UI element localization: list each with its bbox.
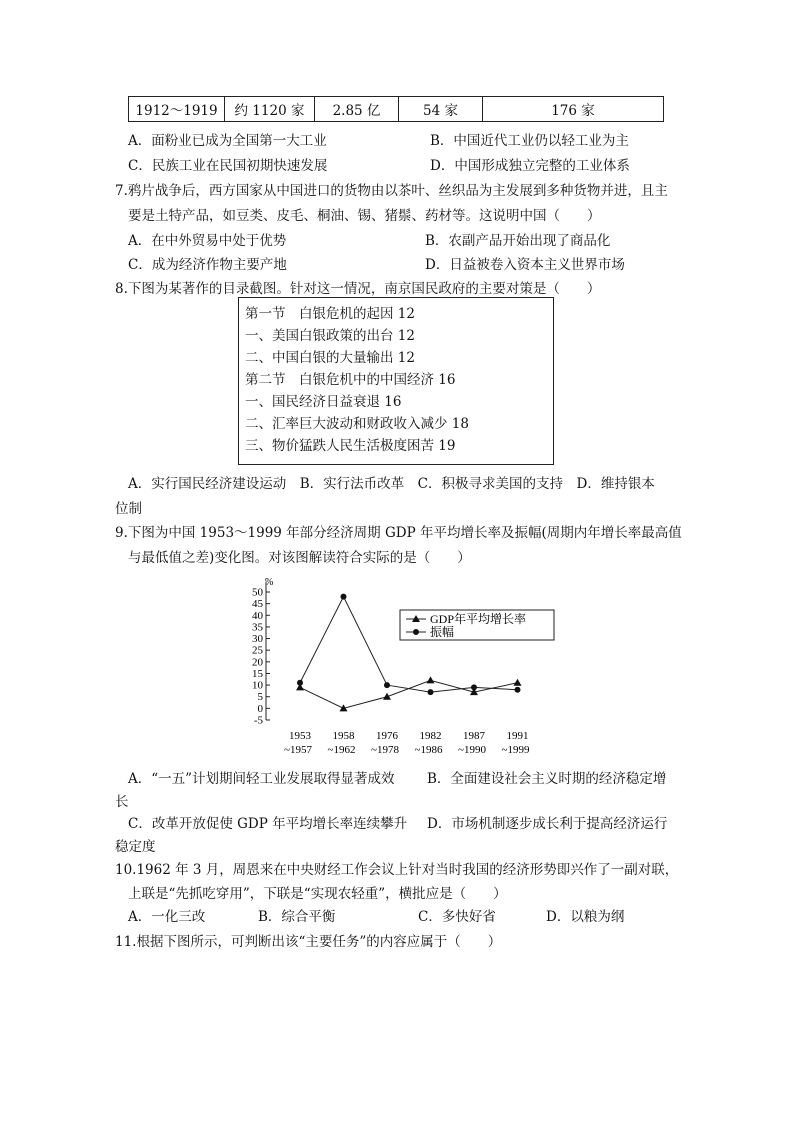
q9-option-a: A．“一五”计划期间轻工业发展取得显著成效 [128, 771, 395, 787]
q7-stem-line1: 7.鸦片战争后，西方国家从中国进口的货物由以茶叶、丝织品为主发展到多种货物并进，且主 [115, 183, 668, 199]
table-cell-period: 1912～1919 [129, 97, 225, 121]
y-tick-label: 40 [252, 609, 263, 622]
q9-option-d-line1: D．市场机制逐步成长利于提高经济运行 [427, 816, 668, 832]
table-cell-count: 约 1120 家 [225, 97, 315, 121]
table-cell-a: 54 家 [399, 97, 483, 121]
toc-line: 一、国民经济日益衰退 16 [245, 394, 402, 410]
gdp-chart-svg [230, 568, 563, 758]
toc-line: 第一节 白银危机的起因 12 [245, 306, 415, 322]
gdp-point [514, 679, 522, 686]
amplitude-point [515, 687, 521, 693]
y-tick-label: 45 [252, 598, 263, 611]
gdp-chart [230, 568, 563, 758]
legend-label-gdp: GDP年平均增长率 [430, 612, 527, 626]
amplitude-point [341, 594, 347, 600]
y-tick-label: 5 [257, 691, 263, 704]
x-tick-label-bottom: ~1978 [371, 744, 399, 756]
q10-stem-line1: 10.1962 年 3 月，周恩来在中央财经工作会议上针对当时我国的经济形势即兴作了一副对联， [115, 862, 679, 878]
q6-option-b: B．中国近代工业仍以轻工业为主 [430, 133, 629, 149]
table-cell-b: 176 家 [551, 103, 595, 119]
q9-option-b-line2: 长 [115, 794, 129, 810]
x-tick-label-top: 1953 [289, 730, 311, 742]
q6-option-a: A．面粉业已成为全国第一大工业 [128, 133, 327, 149]
q7-stem-line2: 要是土特产品，如豆类、皮毛、桐油、锡、猪鬃、药材等。这说明中国（ ） [128, 208, 601, 224]
y-tick-label: 0 [257, 702, 263, 715]
q9-option-b-line1: B．全面建设社会主义时期的经济稳定增 [427, 771, 667, 787]
amplitude-point [428, 689, 434, 695]
y-tick-label: 30 [252, 633, 263, 646]
q10-option-c: C．多快好省 [418, 909, 496, 925]
y-tick-label: 20 [252, 656, 263, 669]
q8-stem: 8.下图为某著作的目录截图。针对这一情况，南京国民政府的主要对策是（ ） [115, 281, 601, 297]
chart-legend [400, 610, 554, 640]
toc-line: 三、物价猛跌人民生活极度困苦 19 [245, 438, 456, 454]
toc-line: 二、汇率巨大波动和财政收入减少 18 [245, 416, 469, 432]
y-tick-label: 10 [252, 679, 263, 692]
y-tick-label: 50 [252, 586, 263, 599]
q10-option-a: A．一化三改 [128, 909, 206, 925]
x-tick-label-top: 1991 [506, 730, 529, 742]
x-tick-label-top: 1987 [463, 730, 485, 742]
x-tick-label-bottom: ~1999 [501, 744, 530, 756]
gdp-point [427, 676, 435, 683]
q7-option-d: D．日益被卷入资本主义世界市场 [425, 257, 625, 273]
q11-stem: 11.根据下图所示，可判断出该“主要任务”的内容应属于（ ） [115, 934, 502, 950]
q8-options-line1: A．实行国民经济建设运动 B．实行法币改革 C．积极寻求美国的支持 D．维持银本 [128, 476, 655, 492]
q7-option-a: A．在中外贸易中处于优势 [128, 233, 287, 249]
q8-options-line2: 位制 [115, 501, 142, 517]
x-tick-label-top: 1958 [332, 730, 355, 742]
q10-stem-line2: 上联是“先抓吃穿用”，下联是“实现农轻重”，横批应是（ ） [128, 886, 507, 902]
toc-line: 第二节 白银危机中的中国经济 16 [245, 372, 456, 388]
table-cell-capital: 2.85 亿 [315, 97, 399, 121]
x-tick-label-bottom: ~1990 [458, 744, 486, 756]
toc-line: 一、美国白银政策的出台 12 [245, 328, 415, 344]
data-table [128, 96, 664, 122]
q9-option-d-line2: 稳定度 [115, 839, 156, 855]
legend-marker-circle [413, 629, 419, 635]
x-tick-label-bottom: ~1957 [284, 744, 312, 756]
q6-option-d: D．中国形成独立完整的工业体系 [430, 158, 630, 174]
toc-box [238, 297, 554, 465]
x-tick-label-top: 1976 [376, 730, 398, 742]
q9-stem-line1: 9.下图为中国 1953～1999 年部分经济周期 GDP 年平均增长率及振幅(周期内年增长率最高值 [115, 525, 682, 541]
amplitude-point [384, 682, 390, 688]
q7-option-b: B．农副产品开始出现了商品化 [425, 233, 611, 249]
gdp-point [383, 693, 391, 700]
amplitude-point [297, 680, 303, 686]
series-line-gdp [300, 680, 518, 708]
toc-line: 二、中国白银的大量输出 12 [245, 350, 415, 366]
q6-option-c: C．民族工业在民国初期快速发展 [128, 158, 328, 174]
x-tick-label-bottom: ~1986 [414, 744, 443, 756]
legend-label-amp: 振幅 [430, 625, 455, 639]
q7-option-c: C．成为经济作物主要产地 [128, 257, 287, 273]
y-tick-label: 25 [252, 644, 263, 657]
x-tick-label-bottom: ~1962 [327, 744, 356, 756]
y-tick-label: -5 [253, 714, 263, 727]
q10-option-b: B．综合平衡 [258, 909, 336, 925]
x-tick-label-top: 1982 [419, 730, 442, 742]
y-tick-label: 15 [252, 667, 263, 680]
y-tick-label: 35 [252, 621, 263, 634]
q9-stem-line2: 与最低值之差)变化图。对该图解读符合实际的是（ ） [128, 550, 471, 566]
q10-option-d: D．以粮为纲 [546, 909, 625, 925]
amplitude-point [471, 684, 477, 690]
q9-option-c: C．改革开放促使 GDP 年平均增长率连续攀升 [128, 816, 408, 832]
y-unit-label: % [265, 577, 274, 588]
